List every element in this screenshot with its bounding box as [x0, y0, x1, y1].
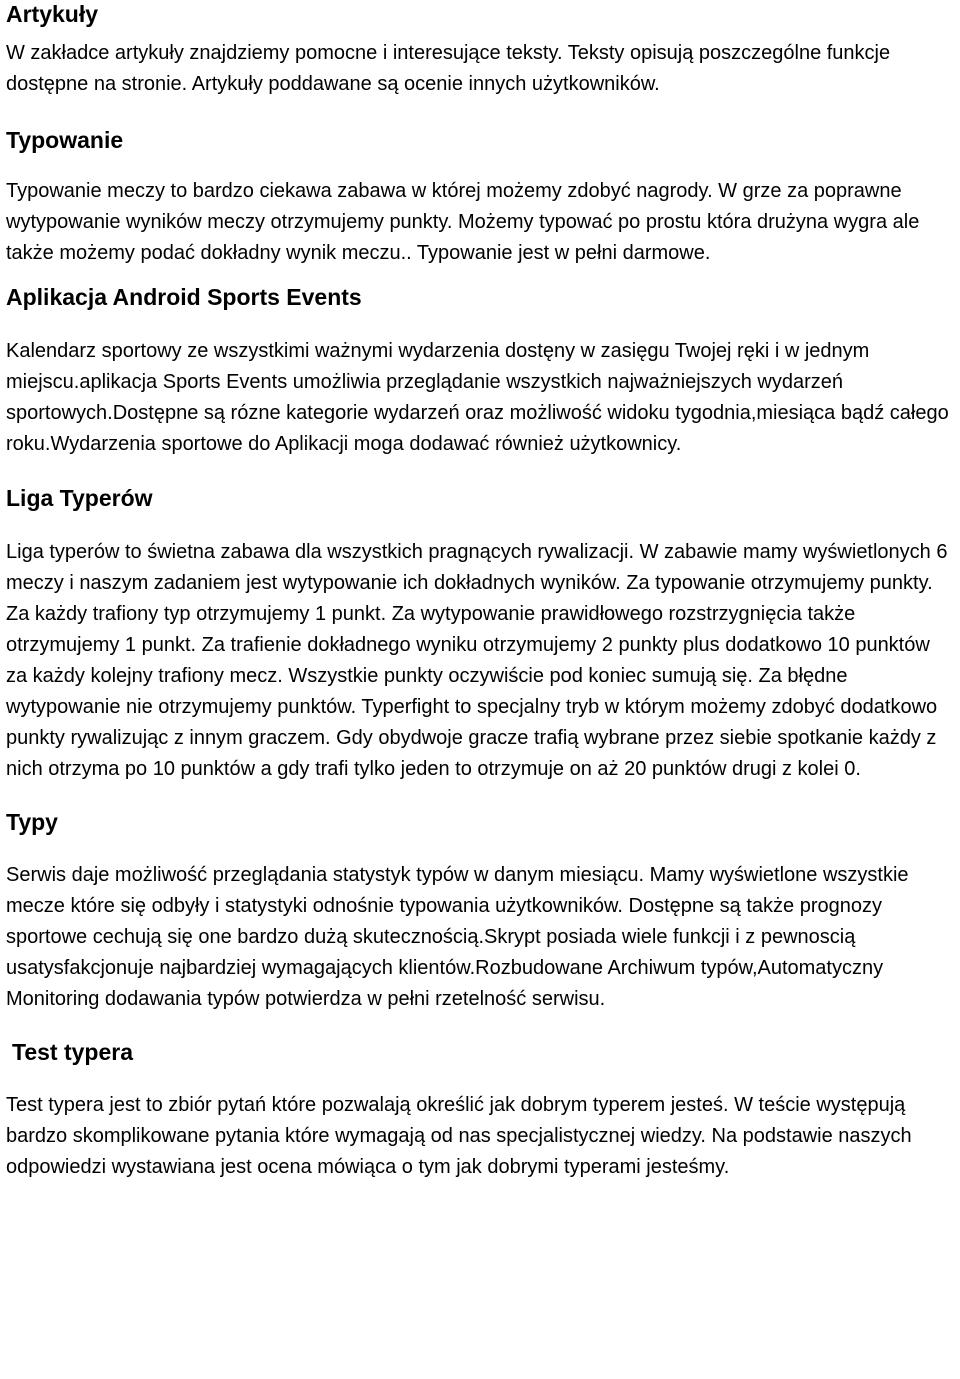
- section-artykuly: [6, 0, 960, 100]
- section-paragraph: Typowanie meczy to bardzo ciekawa zabawa w której możemy zdobyć nagrody. W grze za poprawne wytypowanie wyników meczy otrzymujemy punkty. Możemy typować po prostu która drużyna wygra ale także możemy podać dokładny wynik meczu.. Typowanie jest w pełni darmowe.: [6, 180, 920, 264]
- section-paragraph: Kalendarz sportowy ze wszystkimi ważnymi wydarzenia dostęny w zasięgu Twojej ręki i w jednym miejscu.aplikacja Sports Events umożliwia przeglądanie wszystkich najważniejszych wydarzeń sportowych.Dostępne są rózne kategorie wydarzeń oraz możliwość widoku tygodnia,miesiąca bądź całego roku.Wydarzenia sportowe do Aplikacji moga dodawać również użytkownicy.: [6, 340, 949, 455]
- section-heading: Aplikacja Android Sports Events: [6, 284, 362, 310]
- section-heading: Typowanie: [6, 127, 124, 153]
- section-heading: Artykuły: [6, 1, 99, 27]
- section-test-typera: [6, 1038, 960, 1183]
- section-typy: [6, 808, 960, 1015]
- section-typowanie: [6, 126, 960, 269]
- section-paragraph: W zakładce artykuły znajdziemy pomocne i interesujące teksty. Teksty opisują poszczególne funkcje dostępne na stronie. Artykuły poddawane są ocenie innych użytkowników.: [6, 42, 891, 95]
- section-paragraph: Test typera jest to zbiór pytań które pozwalają określić jak dobrym typerem jesteś. W teście występują bardzo skomplikowane pytania które wymagają od nas specjalistycznej wiedzy. Na podstawie naszych odpowiedzi wystawiana jest ocena mówiąca o tym jak dobrymi typerami jesteśmy.: [6, 1094, 912, 1178]
- section-paragraph: Liga typerów to świetna zabawa dla wszystkich pragnących rywalizacji. W zabawie mamy wyświetlonych 6 meczy i naszym zadaniem jest wytypowanie ich dokładnych wyników. Za typowanie otrzymujemy punkty. Za każdy trafiony typ otrzymujemy 1 punkt. Za wytypowanie prawidłowego rozstrzygnięcia także otrzymujemy 1 punkt. Za trafienie dokładnego wyniku otrzymujemy 2 punkty plus dodatkowo 10 punktów za każdy kolejny trafiony mecz. Wszystkie punkty oczywiście pod koniec sumują się. Za błędne wytypowanie nie otrzymujemy punktów. Typerfight to specjalny tryb w którym możemy zdobyć dodatkowo punkty rywalizując z innym graczem. Gdy obydwoje gracze trafią wybrane przez siebie spotkanie każdy z nich otrzyma po 10 punktów a gdy trafi tylko jeden to otrzymuje on aż 20 punktów drugi z kolei 0.: [6, 541, 948, 780]
- section-aplikacja-android: [6, 283, 960, 460]
- section-heading: Test typera: [12, 1039, 134, 1065]
- section-heading: Liga Typerów: [6, 485, 153, 511]
- section-paragraph: Serwis daje możliwość przeglądania statystyk typów w danym miesiącu. Mamy wyświetlone wszystkie mecze które się odbyły i statystyki odnośnie typowania użytkowników. Dostępne są także prognozy sportowe cechują się one bardzo dużą skutecznością.Skrypt posiada wiele funkcji i z pewnoscią usatysfakcjonuje najbardziej wymagających klientów.Rozbudowane Archiwum typów,Automatyczny Monitoring dodawania typów potwierdza w pełni rzetelność serwisu.: [6, 864, 909, 1010]
- section-liga-typerow: [6, 484, 960, 785]
- section-heading: Typy: [6, 809, 58, 835]
